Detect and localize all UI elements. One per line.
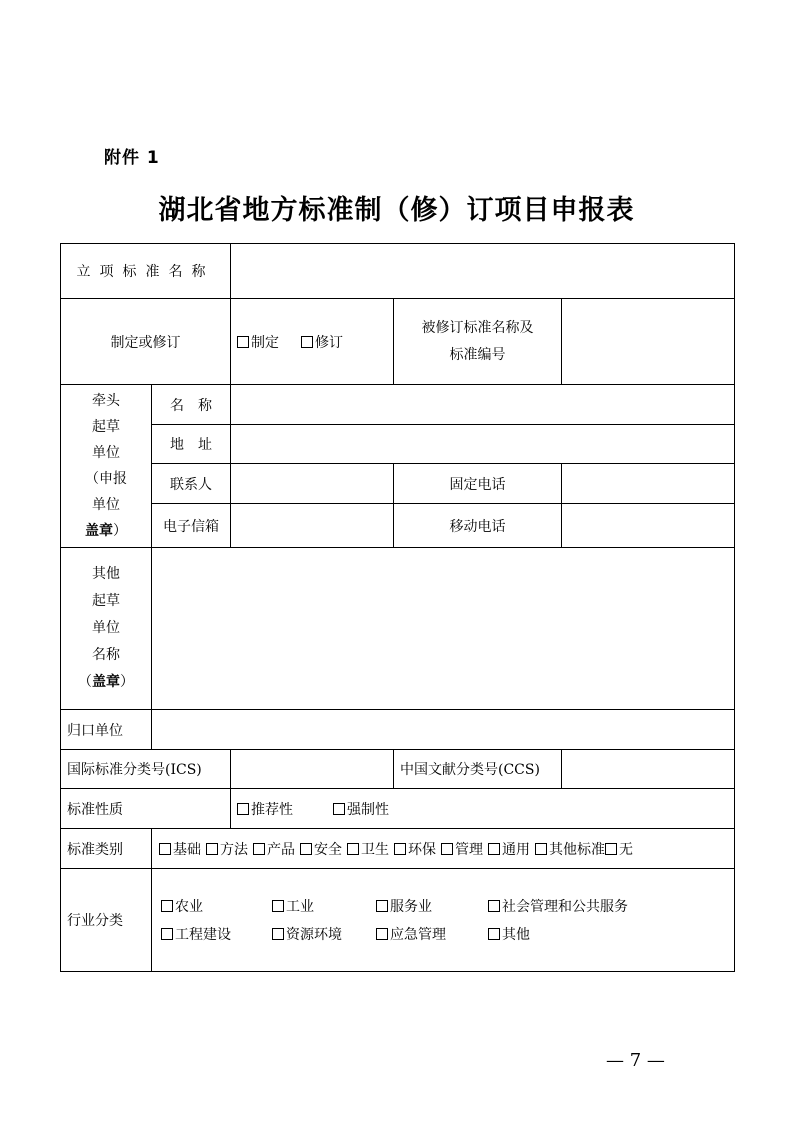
label-revised-standard: 被修订标准名称及 标准编号 [394, 299, 562, 385]
option-category-other[interactable]: 其他标准 [535, 839, 605, 859]
field-mobile[interactable] [562, 504, 735, 548]
checkbox-icon[interactable] [376, 900, 388, 912]
label-project-name: 立项标准名称 [61, 244, 231, 299]
option-category-safety[interactable]: 安全 [300, 839, 342, 859]
checkbox-icon[interactable] [535, 843, 547, 855]
application-form-table [60, 243, 735, 972]
option-recommended[interactable]: 推荐性 [237, 799, 293, 819]
checkbox-icon[interactable] [237, 336, 249, 348]
row-lead-contact [61, 464, 735, 504]
label-contact: 联系人 [152, 464, 231, 504]
label-name: 名 称 [152, 385, 231, 425]
label-fixed-phone: 固定电话 [394, 464, 562, 504]
label-make-or-revise: 制定或修订 [61, 299, 231, 385]
option-category-method[interactable]: 方法 [206, 839, 248, 859]
seal-label: 盖章 [92, 674, 120, 690]
option-make[interactable]: 制定 [237, 332, 279, 352]
checkbox-icon[interactable] [376, 928, 388, 940]
field-fixed-phone[interactable] [562, 464, 735, 504]
field-revised-standard[interactable] [562, 299, 735, 385]
field-contact[interactable] [231, 464, 394, 504]
row-dept [61, 710, 735, 750]
label-dept: 归口单位 [61, 710, 152, 750]
field-make-or-revise [231, 299, 394, 385]
checkbox-icon[interactable] [300, 843, 312, 855]
label-mobile: 移动电话 [394, 504, 562, 548]
row-other-units [61, 548, 735, 710]
label-ccs: 中国文献分类号(CCS) [394, 750, 562, 789]
checkbox-icon[interactable] [488, 928, 500, 940]
option-industry-industry[interactable]: 工业 [272, 896, 376, 916]
field-industry [152, 869, 735, 972]
page-number: — 7 — [606, 1050, 665, 1071]
field-address[interactable] [231, 425, 735, 464]
checkbox-icon[interactable] [333, 803, 345, 815]
option-industry-agriculture[interactable]: 农业 [161, 896, 272, 916]
checkbox-icon[interactable] [605, 843, 617, 855]
option-industry-service[interactable]: 服务业 [376, 896, 488, 916]
checkbox-icon[interactable] [237, 803, 249, 815]
label-category: 标准类别 [61, 829, 152, 869]
checkbox-icon[interactable] [272, 900, 284, 912]
checkbox-icon[interactable] [161, 900, 173, 912]
checkbox-icon[interactable] [488, 843, 500, 855]
option-category-management[interactable]: 管理 [441, 839, 483, 859]
field-other-units[interactable] [152, 548, 735, 710]
row-lead-name [61, 385, 735, 425]
row-nature [61, 789, 735, 829]
row-lead-email [61, 504, 735, 548]
checkbox-icon[interactable] [347, 843, 359, 855]
option-industry-public-service[interactable]: 社会管理和公共服务 [488, 896, 648, 916]
field-project-name[interactable] [231, 244, 735, 299]
option-industry-construction[interactable]: 工程建设 [161, 924, 272, 944]
option-revise[interactable]: 修订 [301, 332, 343, 352]
field-nature [231, 789, 735, 829]
label-lead-unit: 牵头 起草 单位 （申报 单位 盖章） [61, 385, 152, 548]
label-nature: 标准性质 [61, 789, 231, 829]
option-industry-other[interactable]: 其他 [488, 924, 648, 944]
row-classification [61, 750, 735, 789]
label-address: 地 址 [152, 425, 231, 464]
label-email: 电子信箱 [152, 504, 231, 548]
field-category [152, 829, 735, 869]
checkbox-icon[interactable] [161, 928, 173, 940]
attachment-label: 附件 1 [104, 148, 160, 168]
checkbox-icon[interactable] [394, 843, 406, 855]
option-mandatory[interactable]: 强制性 [333, 799, 389, 819]
checkbox-icon[interactable] [253, 843, 265, 855]
option-category-none[interactable]: 无 [605, 839, 633, 859]
option-industry-emergency[interactable]: 应急管理 [376, 924, 488, 944]
row-category [61, 829, 735, 869]
row-project-name [61, 244, 735, 299]
field-dept[interactable] [152, 710, 735, 750]
form-title: 湖北省地方标准制（修）订项目申报表 [158, 195, 635, 226]
seal-label: 盖章 [85, 523, 113, 539]
option-category-general[interactable]: 通用 [488, 839, 530, 859]
option-category-basic[interactable]: 基础 [159, 839, 201, 859]
label-other-units: 其他 起草 单位 名称 （盖章） [61, 548, 152, 710]
checkbox-icon[interactable] [488, 900, 500, 912]
checkbox-icon[interactable] [206, 843, 218, 855]
option-industry-resources[interactable]: 资源环境 [272, 924, 376, 944]
option-category-health[interactable]: 卫生 [347, 839, 389, 859]
label-industry: 行业分类 [61, 869, 152, 972]
row-industry [61, 869, 735, 972]
checkbox-icon[interactable] [272, 928, 284, 940]
field-name[interactable] [231, 385, 735, 425]
field-email[interactable] [231, 504, 394, 548]
label-ics: 国际标准分类号(ICS) [61, 750, 231, 789]
checkbox-icon[interactable] [441, 843, 453, 855]
option-category-product[interactable]: 产品 [253, 839, 295, 859]
option-category-environment[interactable]: 环保 [394, 839, 436, 859]
field-ics[interactable] [231, 750, 394, 789]
row-lead-address [61, 425, 735, 464]
checkbox-icon[interactable] [301, 336, 313, 348]
row-make-or-revise [61, 299, 735, 385]
field-ccs[interactable] [562, 750, 735, 789]
checkbox-icon[interactable] [159, 843, 171, 855]
